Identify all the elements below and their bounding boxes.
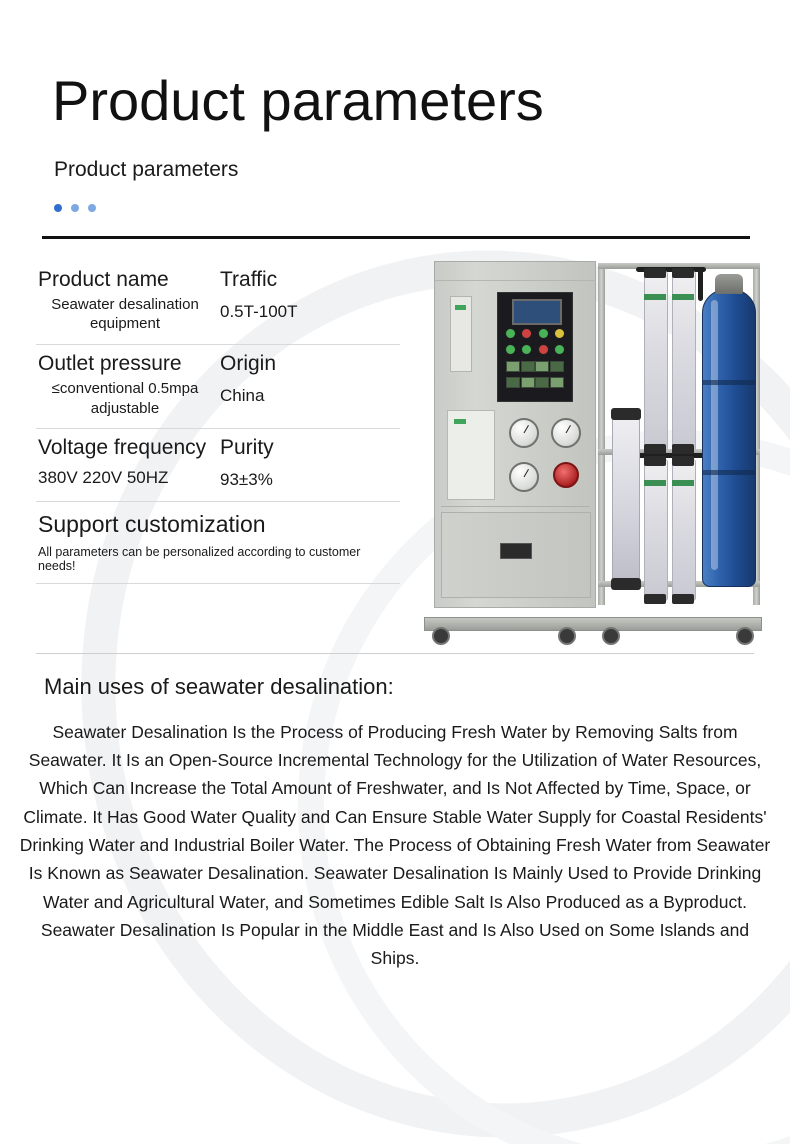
- filter-cap: [611, 578, 641, 590]
- uses-body-text: Seawater Desalination Is the Process of Producing Fresh Water by Removing Salts from Seawater. It Is an Open-Source Incremental Technology for the Utilization of Water Resources, Which Can Increase the Total Amount of Freshwater, and Is Not Affected by Time, Space, or Climate. It Has Good Water Quality and Can Ensure Stable Water Supply for Coastal Residents' Drinking Water and Industrial Boiler Water. The Process of Obtaining Fresh Water from Seawater Is Known as Seawater Desalination. Seawater Desalination Is Mainly Used to Provide Drinking Water and Agricultural Water, and Sometimes Edible Salt Is Also Produced as a Byproduct. Seawater Desalination Is Popular in the Middle East and Is Also Used on Some Islands and Ships.: [19, 721, 771, 969]
- dot-icon: [54, 204, 62, 212]
- led-indicator-icon: [539, 345, 548, 354]
- spec-cell-right: [218, 265, 400, 336]
- spec-cell-left: [36, 265, 218, 336]
- panel-button[interactable]: [521, 377, 535, 388]
- led-indicator-icon: [555, 345, 564, 354]
- led-indicator-icon: [506, 345, 515, 354]
- spec-cell-right: [218, 349, 400, 420]
- table-row-customization: [36, 502, 400, 584]
- caster-wheel: [432, 627, 450, 645]
- spec-label: Purity: [220, 436, 274, 460]
- vessel-cap: [644, 268, 666, 278]
- spec-cell-left: [36, 433, 218, 493]
- panel-button[interactable]: [535, 377, 549, 388]
- spec-table: [0, 261, 400, 585]
- product-photo: [406, 255, 766, 645]
- emergency-knob[interactable]: [553, 462, 579, 488]
- gauge-needle-icon: [524, 425, 529, 433]
- vessel-cap: [644, 444, 666, 454]
- vessel-band: [644, 480, 666, 486]
- panel-button[interactable]: [506, 361, 520, 372]
- gauge-needle-icon: [566, 425, 571, 433]
- spec-label: Outlet pressure: [38, 351, 182, 375]
- spec-value: China: [220, 386, 265, 406]
- filter-cap: [611, 408, 641, 420]
- caster-wheel: [736, 627, 754, 645]
- ro-membrane-vessel: [672, 459, 696, 601]
- ro-membrane-vessel: [644, 271, 668, 451]
- vessel-cap: [672, 456, 694, 466]
- page-subtitle: Product parameters: [54, 157, 239, 181]
- control-cabinet: [434, 261, 596, 608]
- pipe: [698, 267, 703, 301]
- spec-label: Voltage frequency: [38, 436, 207, 460]
- uses-title: Main uses of seawater desalination:: [44, 673, 394, 699]
- caster-wheel: [558, 627, 576, 645]
- led-indicator-icon: [555, 329, 564, 338]
- spec-value: 93±3%: [220, 470, 273, 490]
- spec-label: Product name: [38, 267, 169, 291]
- led-row: [506, 329, 564, 338]
- page-title: Product parameters: [52, 69, 544, 132]
- cabinet-vent-slot: [500, 543, 532, 559]
- panel-button[interactable]: [550, 377, 564, 388]
- led-indicator-icon: [539, 329, 548, 338]
- vessel-cap: [644, 456, 666, 466]
- cabinet-seam: [441, 506, 589, 507]
- spec-label: Traffic: [220, 267, 278, 291]
- led-indicator-icon: [522, 345, 531, 354]
- side-indicator-panel: [450, 296, 472, 372]
- header-block: [0, 0, 790, 212]
- table-row: [36, 345, 400, 429]
- section-divider: [36, 653, 754, 654]
- cartridge-filter: [612, 413, 640, 585]
- panel-button[interactable]: [521, 361, 535, 372]
- vessel-cap: [672, 268, 694, 278]
- button-row[interactable]: [506, 361, 564, 372]
- spec-value: 0.5T-100T: [220, 301, 298, 321]
- spec-cell-left: [36, 349, 218, 420]
- vessel-cap: [644, 594, 666, 604]
- cabinet-side-door: [447, 410, 495, 500]
- pressure-tank: [702, 289, 756, 587]
- green-indicator-icon: [454, 419, 466, 424]
- ro-membrane-vessel: [672, 271, 696, 451]
- panel-button[interactable]: [506, 377, 520, 388]
- specs-and-photo: [0, 239, 790, 645]
- equipment-frame: [598, 263, 760, 605]
- dot-icon: [71, 204, 79, 212]
- vessel-band: [644, 294, 666, 300]
- spec-value: Seawater desalination equipment: [51, 295, 199, 333]
- led-indicator-icon: [506, 329, 515, 338]
- tank-highlight: [711, 300, 718, 570]
- display-screen: [512, 299, 562, 325]
- spec-value: 380V 220V 50HZ: [38, 468, 169, 488]
- tank-band: [703, 470, 755, 475]
- pressure-gauge: [551, 418, 581, 448]
- spec-note: All parameters can be personalized according to customer needs!: [38, 545, 361, 574]
- vessel-band: [672, 480, 694, 486]
- led-indicator-icon: [522, 329, 531, 338]
- cabinet-lower-door: [441, 512, 591, 598]
- control-panel: [497, 292, 573, 402]
- green-indicator-icon: [455, 305, 466, 310]
- tank-valve-head: [715, 274, 743, 294]
- tank-band: [703, 380, 755, 385]
- vessel-cap: [672, 444, 694, 454]
- spec-value: ≤conventional 0.5mpa adjustable: [51, 380, 199, 417]
- frame-post: [598, 263, 605, 605]
- spec-label: Support customization: [38, 511, 266, 538]
- gauge-needle-icon: [524, 469, 529, 477]
- vessel-cap: [672, 594, 694, 604]
- spec-cell-right: [218, 433, 400, 493]
- cabinet-seam: [435, 280, 595, 281]
- dot-icon: [88, 204, 96, 212]
- led-row: [506, 345, 564, 354]
- vessel-band: [672, 294, 694, 300]
- ro-membrane-vessel: [644, 459, 668, 601]
- pressure-gauge: [509, 462, 539, 492]
- spec-label: Origin: [220, 351, 277, 375]
- panel-button[interactable]: [550, 361, 564, 372]
- dots-decoration: [54, 204, 750, 212]
- table-row: [36, 429, 400, 502]
- caster-wheel: [602, 627, 620, 645]
- equipment-base: [424, 617, 762, 631]
- panel-button[interactable]: [535, 361, 549, 372]
- pressure-gauge: [509, 418, 539, 448]
- button-row[interactable]: [506, 377, 564, 388]
- table-row: [36, 261, 400, 345]
